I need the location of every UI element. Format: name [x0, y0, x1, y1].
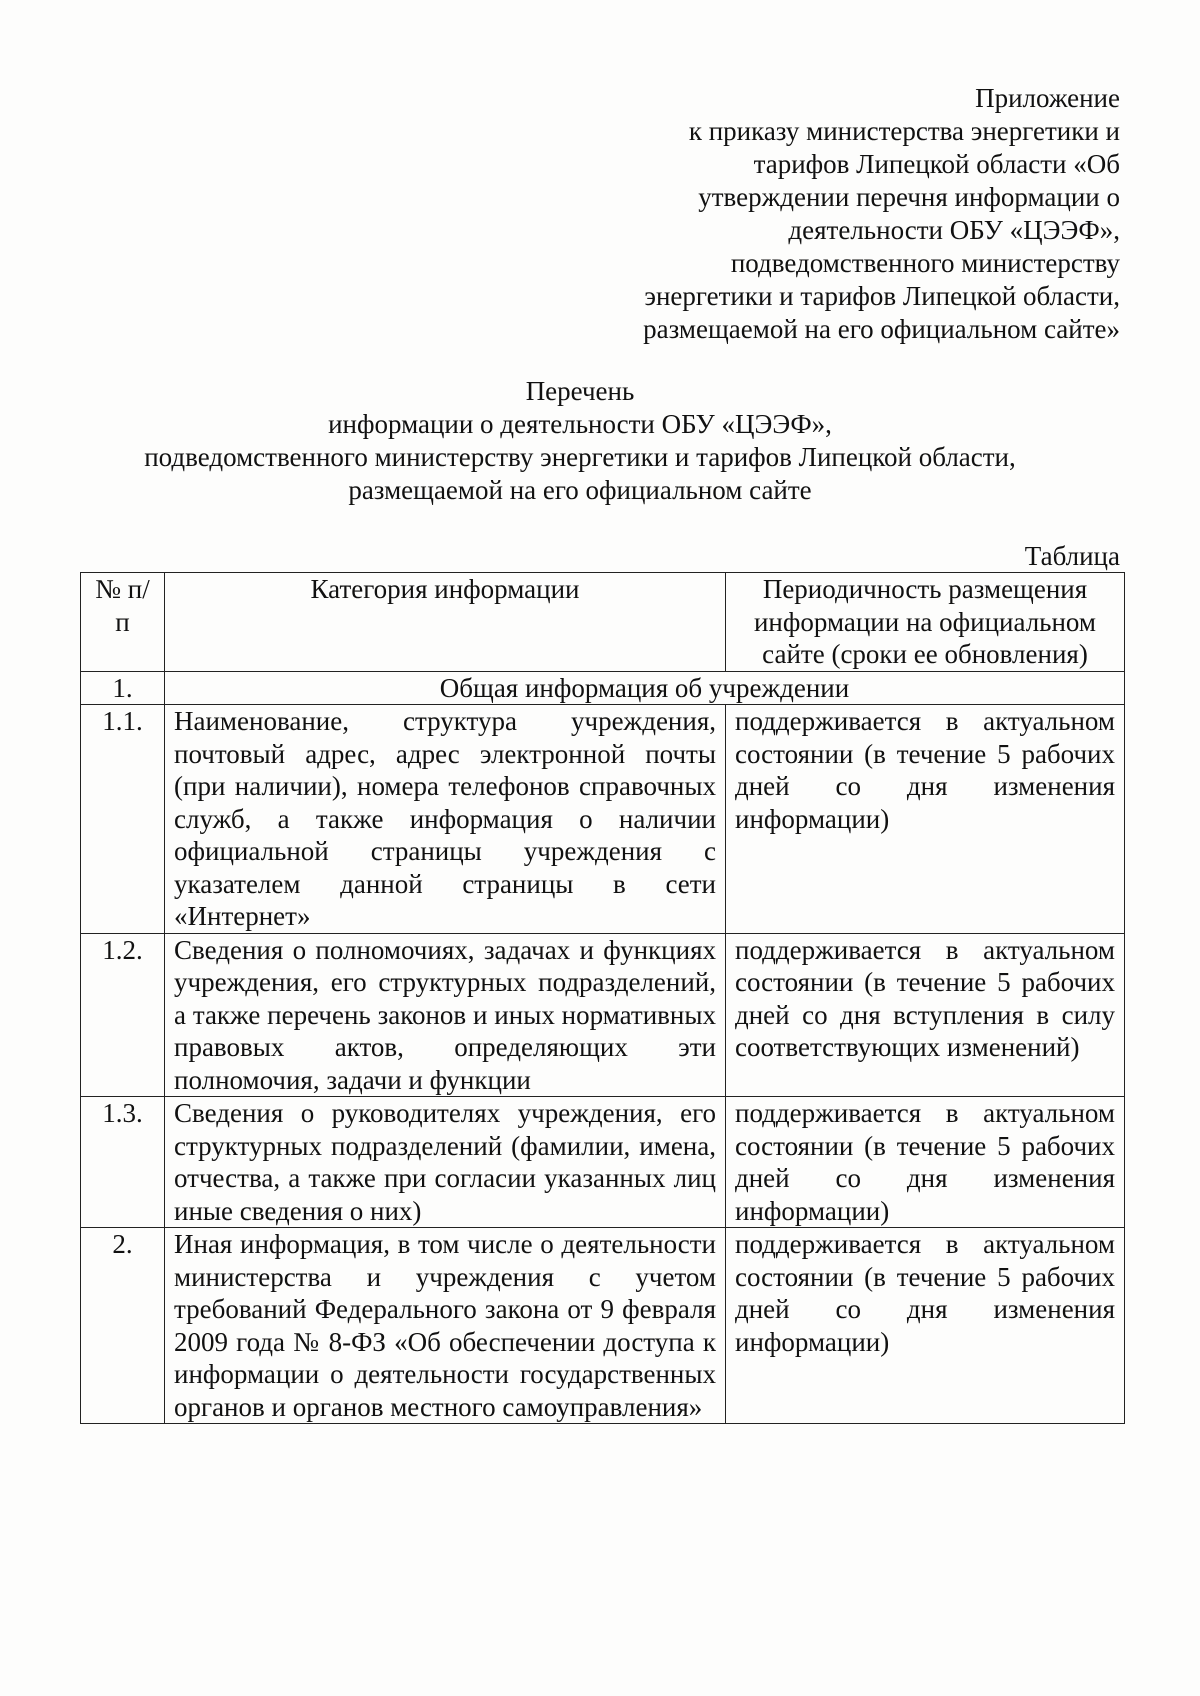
header-num: № п/п: [81, 573, 165, 672]
annex-line: к приказу министерства энергетики и: [688, 116, 1120, 146]
row-num: 2.: [81, 1228, 165, 1424]
row-period: поддерживается в актуальном состоянии (в течение 5 рабочих дней со дня изменения информации): [726, 1097, 1125, 1228]
title-line: Перечень: [525, 376, 635, 406]
title-line: размещаемой на его официальном сайте: [348, 475, 812, 505]
table-row: [81, 1097, 1125, 1228]
title-line: подведомственного министерству энергетики и тарифов Липецкой области,: [144, 442, 1016, 472]
row-category: Наименование, структура учреждения, почтовый адрес, адрес электронной почты (при наличии), номера телефонов справочных служб, а также информация о наличии официальной страницы учреждения с указателем данной страницы в сети «Интернет»: [165, 705, 726, 934]
document-title: [0, 375, 1160, 507]
annex-line: подведомственного министерству: [730, 248, 1120, 278]
table-row: [81, 1228, 1125, 1424]
annex-line: энергетики и тарифов Липецкой области,: [644, 281, 1120, 311]
information-table: [80, 572, 1125, 1424]
table-row: [81, 705, 1125, 934]
title-line: информации о деятельности ОБУ «ЦЭЭФ»,: [328, 409, 832, 439]
row-period: поддерживается в актуальном состоянии (в течение 5 рабочих дней со дня вступления в силу соответствующих изменений): [726, 933, 1125, 1097]
annex-line: Приложение: [975, 83, 1120, 113]
row-period: поддерживается в актуальном состоянии (в течение 5 рабочих дней со дня изменения информации): [726, 1228, 1125, 1424]
section-num: 1.: [81, 671, 165, 705]
row-num: 1.3.: [81, 1097, 165, 1228]
table-row: [81, 933, 1125, 1097]
header-category: Категория информации: [165, 573, 726, 672]
table-header-row: [81, 573, 1125, 672]
row-num: 1.1.: [81, 705, 165, 934]
section-row: [81, 671, 1125, 705]
annex-line: утверждении перечня информации о: [698, 182, 1120, 212]
row-category: Сведения о полномочиях, задачах и функциях учреждения, его структурных подразделений, а также перечень законов и иных нормативных правовых актов, определяющих эти полномочия, задачи и функции: [165, 933, 726, 1097]
row-category: Иная информация, в том числе о деятельности министерства и учреждения с учетом требований Федерального закона от 9 февраля 2009 года № 8-ФЗ «Об обеспечении доступа к информации о деятельности государственных органов и органов местного самоуправления»: [165, 1228, 726, 1424]
annex-line: тарифов Липецкой области «Об: [753, 149, 1120, 179]
section-title: Общая информация об учреждении: [165, 671, 1125, 705]
annex-header: [560, 82, 1120, 346]
annex-line: деятельности ОБУ «ЦЭЭФ»,: [788, 215, 1120, 245]
annex-line: размещаемой на его официальном сайте»: [643, 314, 1120, 344]
row-period: поддерживается в актуальном состоянии (в течение 5 рабочих дней со дня изменения информации): [726, 705, 1125, 934]
table-caption: Таблица: [1024, 541, 1120, 571]
header-period: Периодичность размещения информации на официальном сайте (сроки ее обновления): [726, 573, 1125, 672]
row-num: 1.2.: [81, 933, 165, 1097]
row-category: Сведения о руководителях учреждения, его структурных подразделений (фамилии, имена, отчества, а также при согласии указанных лиц иные сведения о них): [165, 1097, 726, 1228]
